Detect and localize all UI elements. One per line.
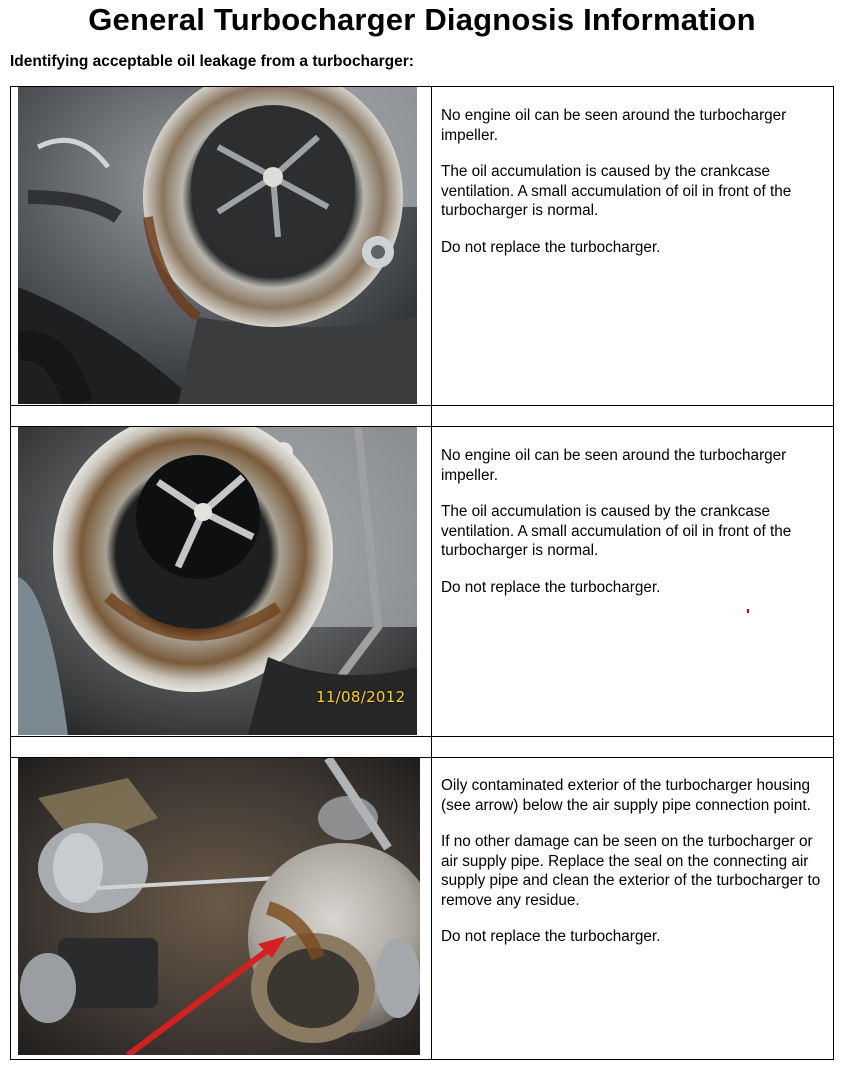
row-3-paragraph: Do not replace the turbocharger.	[441, 928, 661, 945]
red-mark	[747, 609, 749, 613]
row-2-description	[441, 446, 831, 614]
page-title: General Turbocharger Diagnosis Information	[88, 2, 756, 37]
table-rule	[10, 405, 834, 406]
turbocharger-photo-3-with-arrow	[18, 758, 420, 1055]
table-rule	[10, 736, 834, 737]
section-subtitle: Identifying acceptable oil leakage from a turbocharger:	[10, 53, 414, 70]
row-2-paragraph: The oil accumulation is caused by the crankcase ventilation. A small accumulation of oil in front of the turbocharger is normal.	[441, 503, 792, 559]
row-3-description	[441, 776, 831, 964]
row-2-paragraph: Do not replace the turbocharger.	[441, 578, 661, 596]
row-1-paragraph: The oil accumulation is caused by the crankcase ventilation. A small accumulation of oil in front of the turbocharger is normal.	[441, 163, 792, 219]
diagnosis-table	[10, 86, 834, 1060]
turbocharger-photo-1	[18, 87, 417, 404]
row-1-paragraph: Do not replace the turbocharger.	[441, 238, 661, 256]
table-border-right	[833, 86, 834, 1060]
table-column-divider	[431, 86, 432, 1060]
row-2-paragraph: No engine oil can be seen around the turbocharger impeller.	[441, 447, 787, 484]
row-1-description	[441, 106, 831, 274]
table-border-bottom	[10, 1059, 834, 1060]
row-3-paragraph: If no other damage can be seen on the turbocharger or air supply pipe. Replace the seal on the connecting air supply pipe and clean the exterior of the turbocharger to remove any residue.	[441, 833, 821, 909]
photo-date-stamp: 11/08/2012	[316, 688, 406, 706]
row-1-paragraph: No engine oil can be seen around the turbocharger impeller.	[441, 107, 787, 144]
table-border-left	[10, 86, 11, 1060]
row-3-paragraph: Oily contaminated exterior of the turbocharger housing (see arrow) below the air supply pipe connection point.	[441, 777, 811, 814]
